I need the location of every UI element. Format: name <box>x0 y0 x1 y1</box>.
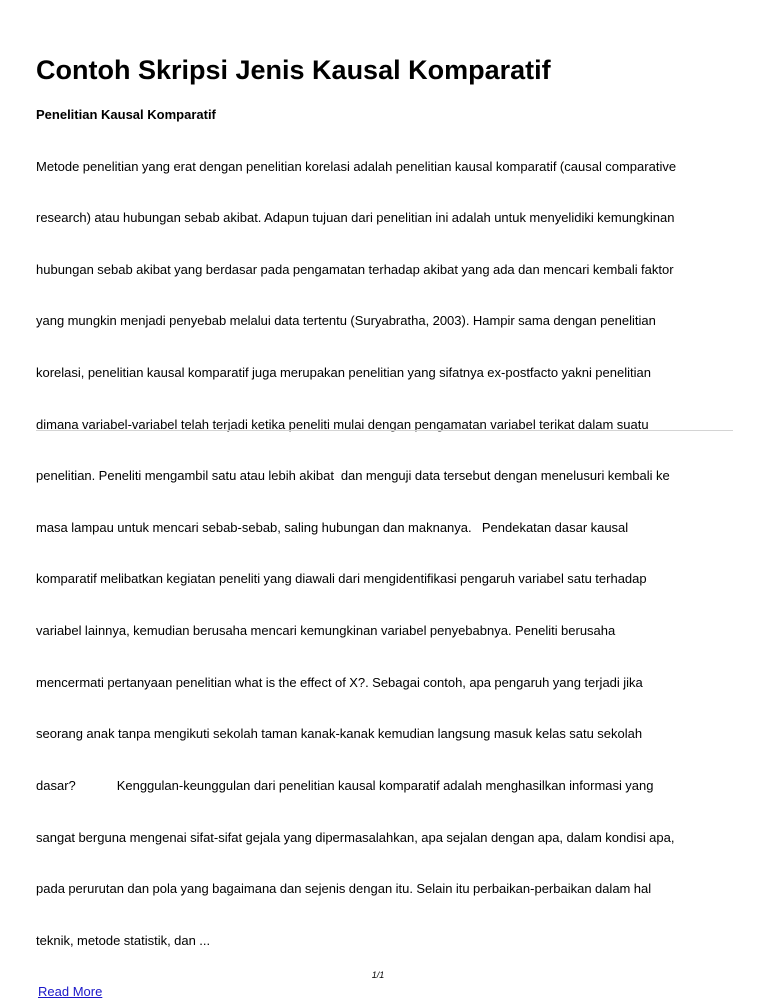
article-line: dasar? Kenggulan-keunggulan dari penelitian kausal komparatif adalah menghasilkan informasi yang <box>36 777 654 793</box>
article-line: seorang anak tanpa mengikuti sekolah taman kanak-kanak kemudian langsung masuk kelas satu sekolah <box>36 726 643 742</box>
article-subheading: Penelitian Kausal Komparatif <box>36 107 216 122</box>
article-line: Metode penelitian yang erat dengan penelitian korelasi adalah penelitian kausal komparatif (causal comparative <box>36 158 677 174</box>
article-line: yang mungkin menjadi penyebab melalui data tertentu (Suryabratha, 2003). Hampir sama dengan penelitian <box>36 313 656 329</box>
article-line: dimana variabel-variabel telah terjadi ketika peneliti mulai dengan pengamatan variabel terikat dalam suatu <box>36 416 649 432</box>
article <box>36 106 733 1001</box>
article-line: masa lampau untuk mencari sebab-sebab, saling hubungan dan maknanya. Pendekatan dasar kausal <box>36 519 629 535</box>
article-line: hubungan sebab akibat yang berdasar pada pengamatan terhadap akibat yang ada dan mencari kembali faktor <box>36 261 674 277</box>
article-body <box>36 123 733 983</box>
page-number: 1/1 <box>371 970 385 980</box>
page-title: Contoh Skripsi Jenis Kausal Komparatif <box>36 55 551 85</box>
article-line: teknik, metode statistik, dan ... <box>36 932 211 948</box>
article-line: komparatif melibatkan kegiatan peneliti yang diawali dari mengidentifikasi pengaruh variabel satu terhadap <box>36 571 647 587</box>
article-line: korelasi, penelitian kausal komparatif juga merupakan penelitian yang sifatnya ex-postfacto yakni penelitian <box>36 365 651 381</box>
article-line: variabel lainnya, kemudian berusaha mencari kemungkinan variabel penyebabnya. Peneliti berusaha <box>36 623 616 639</box>
article-line: research) atau hubungan sebab akibat. Adapun tujuan dari penelitian ini adalah untuk menyelidiki kemungkinan <box>36 210 675 226</box>
divider <box>36 430 733 431</box>
article-line: sangat berguna mengenai sifat-sifat gejala yang dipermasalahkan, apa sejalan dengan apa, dalam kondisi apa, <box>36 829 675 845</box>
article-line: mencermati pertanyaan penelitian what is the effect of X?. Sebagai contoh, apa pengaruh yang terjadi jika <box>36 674 643 690</box>
read-more-link[interactable]: Read More <box>38 984 103 1000</box>
article-line: penelitian. Peneliti mengambil satu atau lebih akibat dan menguji data tersebut dengan menelusuri kembali ke <box>36 468 670 484</box>
article-line: pada perurutan dan pola yang bagaimana dan sejenis dengan itu. Selain itu perbaikan-perbaikan dalam hal <box>36 881 652 897</box>
